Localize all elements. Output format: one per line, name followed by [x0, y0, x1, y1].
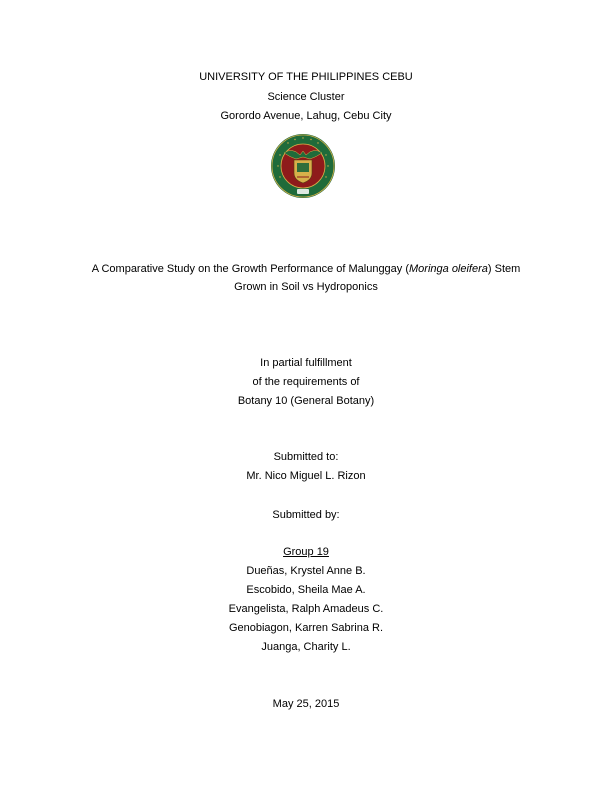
- instructor-name: Mr. Nico Miguel L. Rizon: [246, 470, 366, 482]
- science-cluster: Science Cluster: [267, 91, 345, 103]
- group-label: Group 19: [283, 546, 329, 558]
- submitted-by-label: Submitted by:: [272, 509, 340, 521]
- member-name: Genobiagon, Karren Sabrina R.: [228, 622, 384, 634]
- member-name: Escobido, Sheila Mae A.: [246, 584, 366, 596]
- member-name: Dueñas, Krystel Anne B.: [246, 565, 366, 577]
- group-name: [0, 546, 612, 559]
- fulfillment-line-1: In partial fulfillment: [260, 357, 352, 369]
- up-seal-logo: [270, 133, 336, 199]
- submitted-to-label: Submitted to:: [273, 451, 339, 463]
- title-part2: ) Stem: [487, 263, 521, 275]
- title-scientific-name: Moringa oleifera: [409, 263, 488, 275]
- member-name: Evangelista, Ralph Amadeus C.: [228, 603, 384, 615]
- course-name: Botany 10 (General Botany): [237, 395, 375, 407]
- address: Gorordo Avenue, Lahug, Cebu City: [220, 110, 392, 122]
- university-name: UNIVERSITY OF THE PHILIPPINES CEBU: [199, 71, 413, 83]
- title-part1: A Comparative Study on the Growth Performance of Malunggay (: [91, 263, 410, 275]
- submission-date: May 25, 2015: [272, 698, 340, 710]
- fulfillment-line-2: of the requirements of: [252, 376, 360, 388]
- member-name: Juanga, Charity L.: [261, 641, 351, 653]
- title-line-2: Grown in Soil vs Hydroponics: [234, 281, 378, 293]
- title-line-1: [0, 263, 612, 276]
